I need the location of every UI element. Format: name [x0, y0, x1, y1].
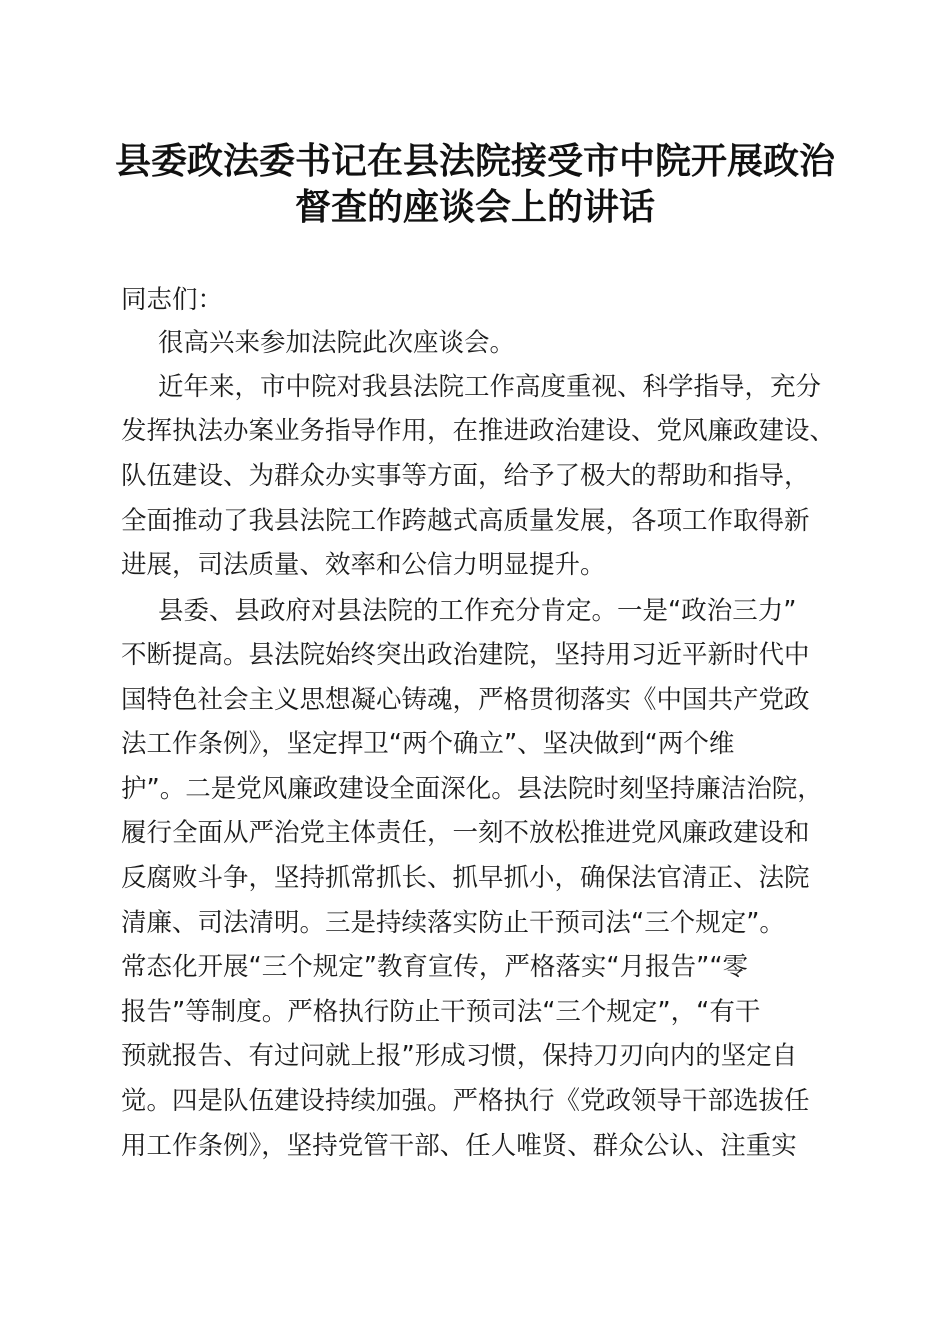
- paragraph-line: 反腐败斗争，坚持抓常抓长、抓早抓小，确保法官清正、法院: [121, 863, 810, 893]
- paragraph-line: 用工作条例》，坚持党管干部、任人唯贤、群众公认、注重实: [121, 1131, 797, 1161]
- document-title-line-1: 县委政法委书记在县法院接受市中院开展政治: [114, 140, 835, 182]
- document-title-line-2: 督查的座谈会上的讲话: [294, 186, 655, 228]
- paragraph-line: 进展，司法质量、效率和公信力明显提升。: [121, 550, 606, 580]
- paragraph-line: 报告”等制度。严格执行防止干预司法“三个规定”，“有干: [121, 997, 761, 1027]
- paragraph-line: 常态化开展“三个规定”教育宣传，严格落实“月报告”“零: [121, 952, 749, 982]
- paragraph-line: 近年来，市中院对我县法院工作高度重视、科学指导，充分: [158, 372, 822, 402]
- paragraph-line: 全面推动了我县法院工作跨越式高质量发展，各项工作取得新: [121, 506, 810, 536]
- salutation: 同志们：: [121, 285, 224, 315]
- paragraph-line: 县委、县政府对县法院的工作充分肯定。一是“政治三力”: [158, 596, 797, 626]
- paragraph-line: 队伍建设、为群众办实事等方面，给予了极大的帮助和指导，: [121, 461, 810, 491]
- paragraph-line: 清廉、司法清明。三是持续落实防止干预司法“三个规定”。: [121, 908, 785, 938]
- paragraph-line: 觉。四是队伍建设持续加强。严格执行《党政领导干部选拔任: [121, 1086, 810, 1116]
- paragraph-line: 国特色社会主义思想凝心铸魂，严格贯彻落实《中国共产党政: [121, 685, 810, 715]
- paragraph-line: 不断提高。县法院始终突出政治建院，坚持用习近平新时代中: [121, 640, 810, 670]
- paragraph-line: 很高兴来参加法院此次座谈会。: [158, 328, 516, 358]
- paragraph-line: 护”。二是党风廉政建设全面深化。县法院时刻坚持廉洁治院，: [121, 774, 823, 804]
- paragraph-line: 预就报告、有过问就上报”形成习惯，保持刀刃向内的坚定自: [121, 1041, 798, 1071]
- paragraph-line: 法工作条例》，坚定捍卫“两个确立”、坚决做到“两个维: [121, 729, 735, 759]
- paragraph-line: 履行全面从严治党主体责任，一刻不放松推进党风廉政建设和: [121, 818, 810, 848]
- paragraph-line: 发挥执法办案业务指导作用，在推进政治建设、党风廉政建设、: [121, 416, 836, 446]
